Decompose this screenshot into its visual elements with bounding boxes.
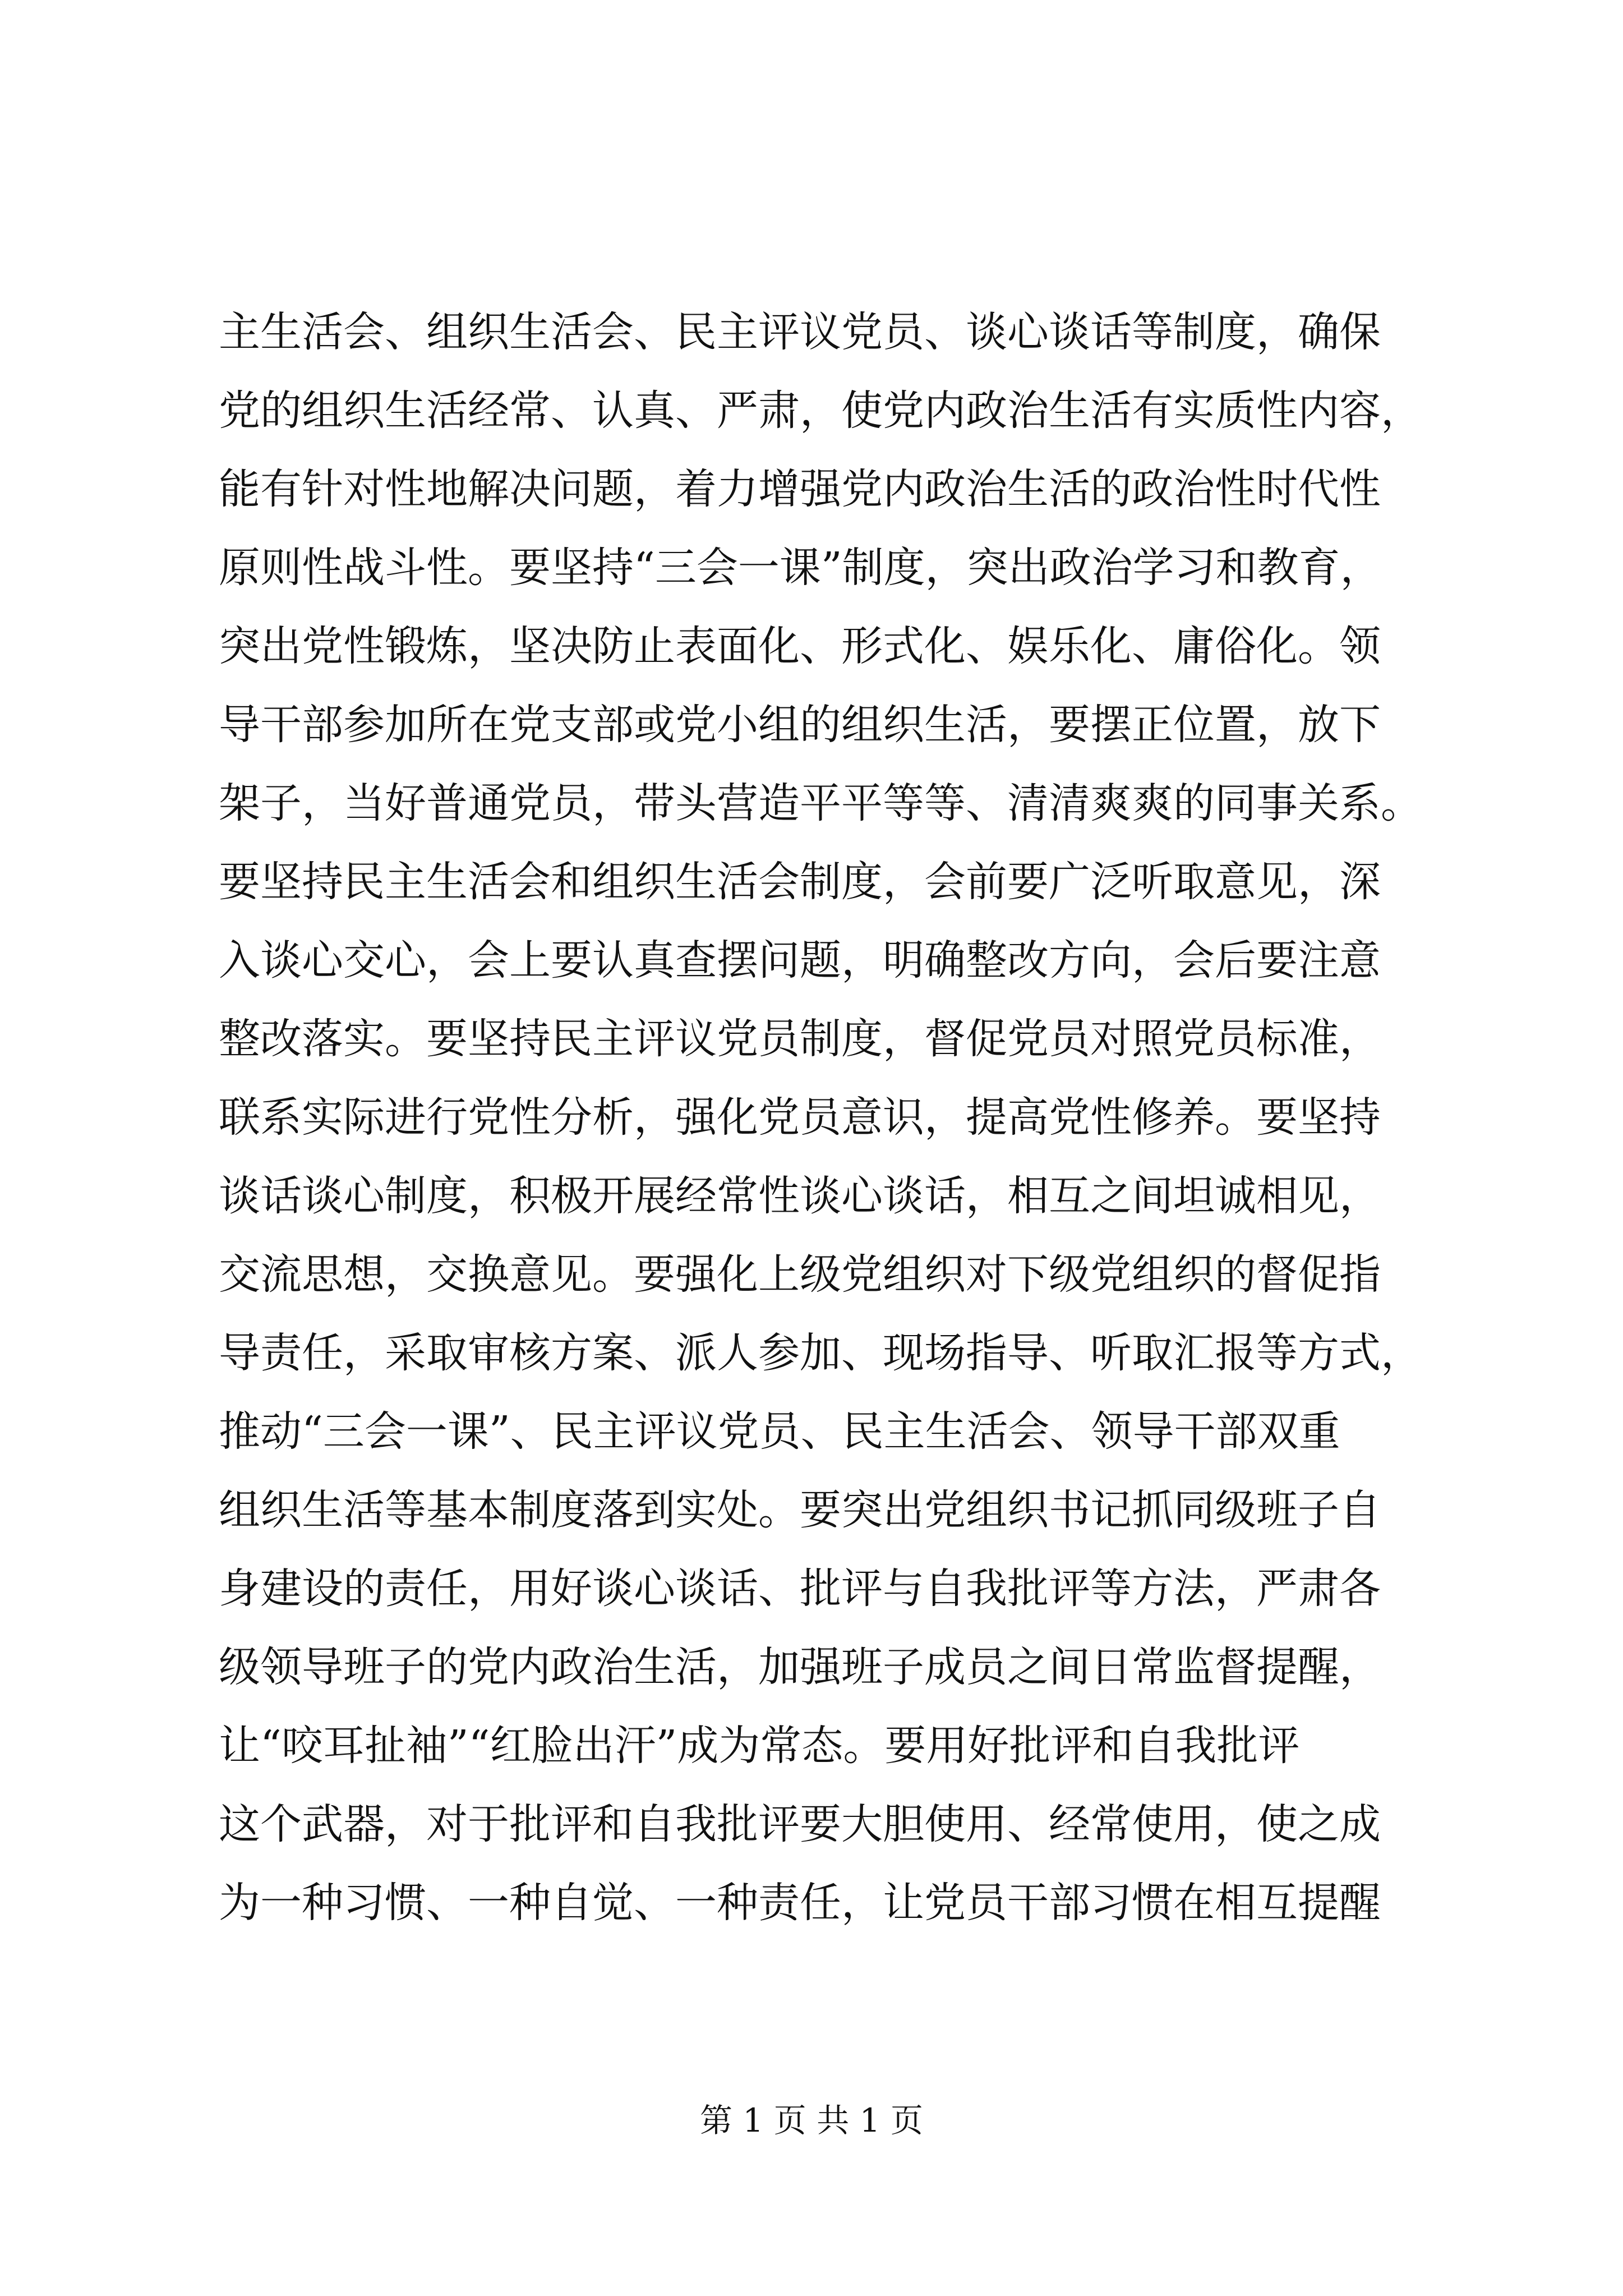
- text-line: 突出党性锻炼，坚决防止表面化、形式化、娱乐化、庸俗化。领: [219, 622, 1381, 670]
- text-line: 联系实际进行党性分析，强化党员意识，提高党性修养。要坚持: [219, 1093, 1381, 1142]
- text-line: 身建设的责任，用好谈心谈话、批评与自我批评等方法，严肃各: [219, 1565, 1381, 1613]
- text-line: 原则性战斗性。要坚持“三会一课”制度，突出政治学习和教育，: [219, 544, 1382, 592]
- text-line: 组织生活等基本制度落到实处。要突出党组织书记抓同级班子自: [219, 1486, 1381, 1534]
- text-line: 整改落实。要坚持民主评议党员制度，督促党员对照党员标准，: [219, 1015, 1381, 1063]
- body-text: [219, 293, 1453, 1942]
- text-line: 要坚持民主生活会和组织生活会制度，会前要广泛听取意见，深: [219, 858, 1381, 906]
- text-line: 导责任，采取审核方案、派人参加、现场指导、听取汇报等方式，: [219, 1329, 1422, 1377]
- text-line: 级领导班子的党内政治生活，加强班子成员之间日常监督提醒，: [219, 1643, 1381, 1691]
- text-line: 架子，当好普通党员，带头营造平平等等、清清爽爽的同事关系。: [219, 779, 1422, 827]
- text-line: 能有针对性地解决问题，着力增强党内政治生活的政治性时代性: [219, 465, 1381, 513]
- text-line: 交流思想，交换意见。要强化上级党组织对下级党组织的督促指: [219, 1250, 1381, 1299]
- text-line: 为一种习惯、一种自觉、一种责任，让党员干部习惯在相互提醒: [219, 1879, 1381, 1927]
- text-line: 主生活会、组织生活会、民主评议党员、谈心谈话等制度，确保: [219, 308, 1381, 356]
- text-line: 谈话谈心制度，积极开展经常性谈心谈话，相互之间坦诚相见，: [219, 1172, 1381, 1220]
- text-line: 党的组织生活经常、认真、严肃，使党内政治生活有实质性内容，: [219, 386, 1422, 435]
- page-footer: 第 1 页 共 1 页: [700, 2101, 923, 2139]
- text-line: 让“咬耳扯袖”“红脸出汗”成为常态。要用好批评和自我批评: [219, 1722, 1300, 1770]
- text-line: 入谈心交心，会上要认真查摆问题，明确整改方向，会后要注意: [219, 936, 1381, 984]
- text-line: 导干部参加所在党支部或党小组的组织生活，要摆正位置，放下: [219, 701, 1381, 749]
- text-line: 推动“三会一课”、民主评议党员、民主生活会、领导干部双重: [219, 1407, 1340, 1456]
- text-line: 这个武器，对于批评和自我批评要大胆使用、经常使用，使之成: [219, 1800, 1381, 1848]
